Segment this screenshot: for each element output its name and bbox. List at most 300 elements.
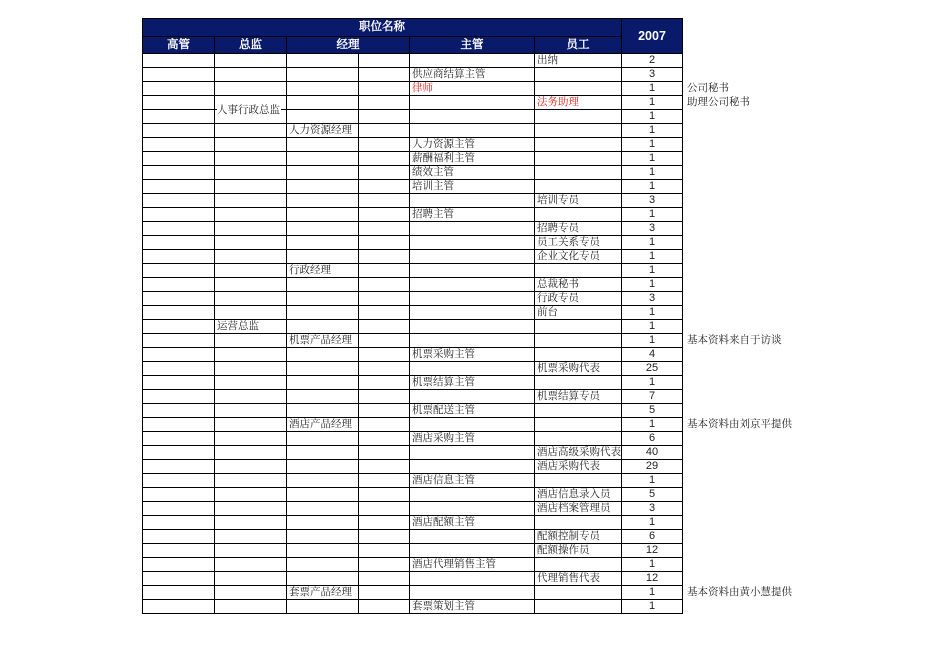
cell-executive (143, 558, 215, 572)
cell-count: 1 (622, 278, 683, 292)
cell-manager (287, 152, 359, 166)
cell-executive (143, 124, 215, 138)
cell-note (683, 152, 799, 166)
cell-count: 1 (622, 334, 683, 348)
cell-executive (143, 68, 215, 82)
cell-director (215, 334, 287, 348)
cell-staff: 酒店采购代表 (535, 460, 622, 474)
cell-count: 12 (622, 572, 683, 586)
table-row (143, 390, 799, 404)
cell-executive (143, 194, 215, 208)
cell-manager (287, 516, 359, 530)
cell-note (683, 110, 799, 124)
cell-count: 1 (622, 376, 683, 390)
table-row (143, 320, 799, 334)
table-row (143, 502, 799, 516)
cell-executive (143, 250, 215, 264)
cell-note (683, 180, 799, 194)
cell-manager-sub (359, 222, 410, 236)
cell-manager (287, 306, 359, 320)
cell-count: 40 (622, 446, 683, 460)
cell-count: 5 (622, 488, 683, 502)
cell-director (215, 208, 287, 222)
cell-director (215, 544, 287, 558)
cell-staff (535, 432, 622, 446)
cell-staff (535, 348, 622, 362)
cell-note (683, 138, 799, 152)
cell-count: 1 (622, 82, 683, 96)
cell-note (683, 54, 799, 68)
table-row (143, 306, 799, 320)
cell-note (683, 600, 799, 614)
cell-manager: 套票产品经理 (287, 586, 359, 600)
cell-supervisor: 机票结算主管 (410, 376, 535, 390)
cell-manager: 行政经理 (287, 264, 359, 278)
column-header-manager: 经理 (287, 37, 410, 54)
cell-staff: 法务助理 (535, 96, 622, 110)
table-row (143, 446, 799, 460)
cell-executive (143, 278, 215, 292)
cell-count: 1 (622, 306, 683, 320)
cell-manager-sub (359, 208, 410, 222)
cell-manager-sub (359, 530, 410, 544)
cell-manager (287, 208, 359, 222)
cell-executive (143, 180, 215, 194)
cell-supervisor: 招聘主管 (410, 208, 535, 222)
table-row (143, 82, 799, 96)
cell-manager-sub (359, 124, 410, 138)
cell-manager-sub (359, 334, 410, 348)
cell-manager-sub (359, 278, 410, 292)
cell-director (215, 418, 287, 432)
cell-count: 1 (622, 166, 683, 180)
blank-header (683, 19, 799, 37)
cell-staff (535, 600, 622, 614)
cell-staff (535, 334, 622, 348)
table-row (143, 278, 799, 292)
cell-supervisor: 机票采购主管 (410, 348, 535, 362)
cell-count: 29 (622, 460, 683, 474)
cell-executive (143, 222, 215, 236)
cell-note (683, 488, 799, 502)
cell-director (215, 250, 287, 264)
cell-count: 1 (622, 600, 683, 614)
cell-director (215, 404, 287, 418)
cell-manager-sub (359, 68, 410, 82)
cell-director (215, 586, 287, 600)
cell-staff (535, 474, 622, 488)
cell-manager-sub (359, 558, 410, 572)
cell-director (215, 54, 287, 68)
cell-supervisor (410, 460, 535, 474)
table-row (143, 404, 799, 418)
cell-manager (287, 474, 359, 488)
cell-staff (535, 418, 622, 432)
cell-director (215, 390, 287, 404)
cell-note (683, 362, 799, 376)
cell-manager-sub (359, 82, 410, 96)
cell-manager (287, 180, 359, 194)
cell-supervisor (410, 222, 535, 236)
cell-executive (143, 544, 215, 558)
table-row (143, 474, 799, 488)
cell-note (683, 446, 799, 460)
column-header-staff: 员工 (535, 37, 622, 54)
cell-staff (535, 264, 622, 278)
cell-staff: 总裁秘书 (535, 278, 622, 292)
cell-manager-sub (359, 152, 410, 166)
cell-manager (287, 292, 359, 306)
cell-executive (143, 474, 215, 488)
table-row (143, 348, 799, 362)
cell-manager-sub (359, 376, 410, 390)
cell-director (215, 264, 287, 278)
cell-director (215, 502, 287, 516)
column-header-director: 总监 (215, 37, 287, 54)
cell-manager (287, 166, 359, 180)
cell-director (215, 166, 287, 180)
cell-staff (535, 558, 622, 572)
director-label: 人事行政总监 (217, 104, 280, 116)
cell-director (215, 82, 287, 96)
cell-supervisor (410, 250, 535, 264)
cell-count: 1 (622, 180, 683, 194)
cell-note: 基本资料来自于访谈 (687, 334, 782, 346)
cell-staff: 培训专员 (535, 194, 622, 208)
cell-note (683, 530, 799, 544)
cell-staff (535, 516, 622, 530)
cell-staff: 出纳 (535, 54, 622, 68)
cell-manager (287, 530, 359, 544)
cell-manager (287, 194, 359, 208)
cell-supervisor (410, 572, 535, 586)
cell-staff: 配额操作员 (535, 544, 622, 558)
cell-supervisor (410, 236, 535, 250)
cell-manager-sub (359, 166, 410, 180)
cell-manager-sub (359, 236, 410, 250)
cell-staff (535, 404, 622, 418)
table-row (143, 530, 799, 544)
cell-note (683, 68, 799, 82)
cell-note: 助理公司秘书 (687, 96, 750, 108)
cell-staff (535, 320, 622, 334)
cell-manager-sub (359, 180, 410, 194)
cell-manager-sub (359, 320, 410, 334)
cell-staff: 员工关系专员 (535, 236, 622, 250)
column-header-supervisor: 主管 (410, 37, 535, 54)
cell-count: 7 (622, 390, 683, 404)
cell-supervisor: 人力资源主管 (410, 138, 535, 152)
cell-manager: 人力资源经理 (287, 124, 359, 138)
cell-count: 1 (622, 236, 683, 250)
table-row (143, 194, 799, 208)
cell-count: 1 (622, 516, 683, 530)
cell-supervisor (410, 586, 535, 600)
cell-staff (535, 208, 622, 222)
cell-manager-sub (359, 488, 410, 502)
cell-supervisor: 酒店信息主管 (410, 474, 535, 488)
cell-supervisor (410, 390, 535, 404)
cell-manager-sub (359, 194, 410, 208)
cell-director (215, 236, 287, 250)
table-row (143, 516, 799, 530)
cell-note (683, 516, 799, 530)
cell-manager (287, 96, 359, 110)
cell-executive (143, 82, 215, 96)
cell-staff (535, 586, 622, 600)
cell-staff: 代理销售代表 (535, 572, 622, 586)
cell-count: 6 (622, 530, 683, 544)
cell-count: 4 (622, 348, 683, 362)
cell-supervisor (410, 96, 535, 110)
cell-supervisor (410, 362, 535, 376)
cell-supervisor (410, 278, 535, 292)
cell-supervisor: 机票配送主管 (410, 404, 535, 418)
cell-manager (287, 446, 359, 460)
table-row (143, 152, 799, 166)
cell-supervisor: 律师 (410, 82, 535, 96)
cell-executive (143, 418, 215, 432)
cell-note: 公司秘书 (687, 82, 729, 94)
cell-supervisor: 薪酬福利主管 (410, 152, 535, 166)
cell-supervisor (410, 446, 535, 460)
cell-supervisor (410, 124, 535, 138)
cell-manager (287, 320, 359, 334)
cell-supervisor (410, 194, 535, 208)
cell-supervisor (410, 502, 535, 516)
cell-executive (143, 166, 215, 180)
cell-count: 3 (622, 222, 683, 236)
table-row (143, 586, 799, 600)
cell-supervisor (410, 54, 535, 68)
cell-staff (535, 376, 622, 390)
cell-staff (535, 166, 622, 180)
cell-director (215, 194, 287, 208)
cell-count: 1 (622, 264, 683, 278)
cell-manager-sub (359, 572, 410, 586)
column-header-executive: 高管 (143, 37, 215, 54)
cell-manager (287, 110, 359, 124)
cell-count: 2 (622, 54, 683, 68)
table-row (143, 68, 799, 82)
cell-note (683, 376, 799, 390)
cell-staff: 招聘专员 (535, 222, 622, 236)
cell-executive (143, 362, 215, 376)
cell-executive (143, 502, 215, 516)
cell-note (683, 264, 799, 278)
cell-director (215, 530, 287, 544)
cell-note (683, 558, 799, 572)
cell-note (683, 124, 799, 138)
cell-manager-sub (359, 418, 410, 432)
cell-note (683, 194, 799, 208)
table-row (143, 432, 799, 446)
cell-director (215, 460, 287, 474)
cell-supervisor: 酒店采购主管 (410, 432, 535, 446)
cell-count: 6 (622, 432, 683, 446)
cell-manager-sub (359, 516, 410, 530)
cell-manager (287, 236, 359, 250)
cell-count: 1 (622, 320, 683, 334)
cell-manager-sub (359, 460, 410, 474)
table-body (143, 54, 799, 614)
cell-supervisor: 套票策划主管 (410, 600, 535, 614)
cell-manager-sub (359, 474, 410, 488)
table-row (143, 600, 799, 614)
cell-note (683, 474, 799, 488)
cell-manager (287, 502, 359, 516)
cell-note (683, 348, 799, 362)
cell-count: 3 (622, 292, 683, 306)
cell-staff (535, 68, 622, 82)
cell-count: 1 (622, 152, 683, 166)
table-row (143, 572, 799, 586)
cell-supervisor: 酒店代理销售主管 (410, 558, 535, 572)
cell-executive (143, 600, 215, 614)
cell-supervisor: 培训主管 (410, 180, 535, 194)
cell-manager-sub (359, 432, 410, 446)
cell-supervisor (410, 418, 535, 432)
cell-manager: 机票产品经理 (287, 334, 359, 348)
cell-supervisor: 酒店配额主管 (410, 516, 535, 530)
cell-manager-sub (359, 502, 410, 516)
cell-note (683, 572, 799, 586)
table-row (143, 166, 799, 180)
cell-manager-sub (359, 390, 410, 404)
table-row (143, 124, 799, 138)
table-row (143, 544, 799, 558)
cell-count: 25 (622, 362, 683, 376)
cell-director (215, 68, 287, 82)
cell-executive (143, 110, 215, 124)
cell-count: 12 (622, 544, 683, 558)
table-row (143, 250, 799, 264)
cell-director (215, 152, 287, 166)
cell-supervisor: 供应商结算主管 (410, 68, 535, 82)
cell-count: 1 (622, 110, 683, 124)
cell-executive (143, 264, 215, 278)
cell-supervisor (410, 320, 535, 334)
cell-manager (287, 488, 359, 502)
cell-note (683, 166, 799, 180)
year-header: 2007 (622, 19, 683, 54)
cell-manager-sub (359, 586, 410, 600)
cell-staff: 酒店高级采购代表 (535, 446, 622, 460)
cell-executive (143, 348, 215, 362)
cell-supervisor: 绩效主管 (410, 166, 535, 180)
cell-count: 1 (622, 138, 683, 152)
cell-manager (287, 82, 359, 96)
cell-supervisor (410, 334, 535, 348)
cell-staff: 前台 (535, 306, 622, 320)
table-row (143, 236, 799, 250)
cell-director (215, 124, 287, 138)
table-row (143, 418, 799, 432)
cell-note (683, 306, 799, 320)
cell-executive (143, 320, 215, 334)
cell-manager (287, 600, 359, 614)
cell-manager (287, 390, 359, 404)
cell-director (215, 376, 287, 390)
cell-executive (143, 376, 215, 390)
cell-manager (287, 138, 359, 152)
cell-director (215, 138, 287, 152)
cell-note (683, 404, 799, 418)
cell-manager (287, 250, 359, 264)
table-row (143, 208, 799, 222)
table-row (143, 460, 799, 474)
cell-director (215, 558, 287, 572)
table-row (143, 558, 799, 572)
cell-executive (143, 432, 215, 446)
position-name-header: 职位名称 (143, 19, 622, 37)
cell-manager (287, 222, 359, 236)
table-row (143, 54, 799, 68)
cell-note (683, 320, 799, 334)
cell-count: 1 (622, 96, 683, 110)
cell-manager (287, 348, 359, 362)
table-row (143, 138, 799, 152)
cell-director (215, 278, 287, 292)
table-row (143, 222, 799, 236)
cell-director (215, 446, 287, 460)
cell-count: 1 (622, 558, 683, 572)
cell-director (215, 292, 287, 306)
cell-count: 3 (622, 194, 683, 208)
cell-note (683, 222, 799, 236)
cell-manager (287, 544, 359, 558)
cell-count: 1 (622, 586, 683, 600)
cell-staff: 机票采购代表 (535, 362, 622, 376)
cell-director (215, 306, 287, 320)
cell-supervisor (410, 488, 535, 502)
cell-count: 1 (622, 208, 683, 222)
cell-executive (143, 334, 215, 348)
cell-manager (287, 404, 359, 418)
cell-manager-sub (359, 54, 410, 68)
cell-staff (535, 152, 622, 166)
cell-staff: 配额控制专员 (535, 530, 622, 544)
cell-director (215, 572, 287, 586)
cell-director (215, 474, 287, 488)
cell-staff (535, 180, 622, 194)
cell-director (215, 516, 287, 530)
cell-supervisor (410, 306, 535, 320)
cell-manager (287, 558, 359, 572)
cell-executive (143, 488, 215, 502)
cell-supervisor (410, 292, 535, 306)
cell-director (215, 348, 287, 362)
cell-executive (143, 586, 215, 600)
blank-header (683, 37, 799, 54)
cell-note: 基本资料由黄小慧提供 (687, 586, 792, 598)
cell-executive (143, 516, 215, 530)
cell-director (215, 104, 287, 124)
table-row (143, 488, 799, 502)
cell-note (683, 460, 799, 474)
cell-manager-sub (359, 138, 410, 152)
cell-note (683, 236, 799, 250)
cell-note (683, 292, 799, 306)
cell-executive (143, 306, 215, 320)
cell-staff: 酒店档案管理员 (535, 502, 622, 516)
cell-manager-sub (359, 306, 410, 320)
cell-executive (143, 530, 215, 544)
cell-director: 运营总监 (215, 320, 287, 334)
cell-manager-sub (359, 404, 410, 418)
cell-manager (287, 376, 359, 390)
cell-staff: 行政专员 (535, 292, 622, 306)
